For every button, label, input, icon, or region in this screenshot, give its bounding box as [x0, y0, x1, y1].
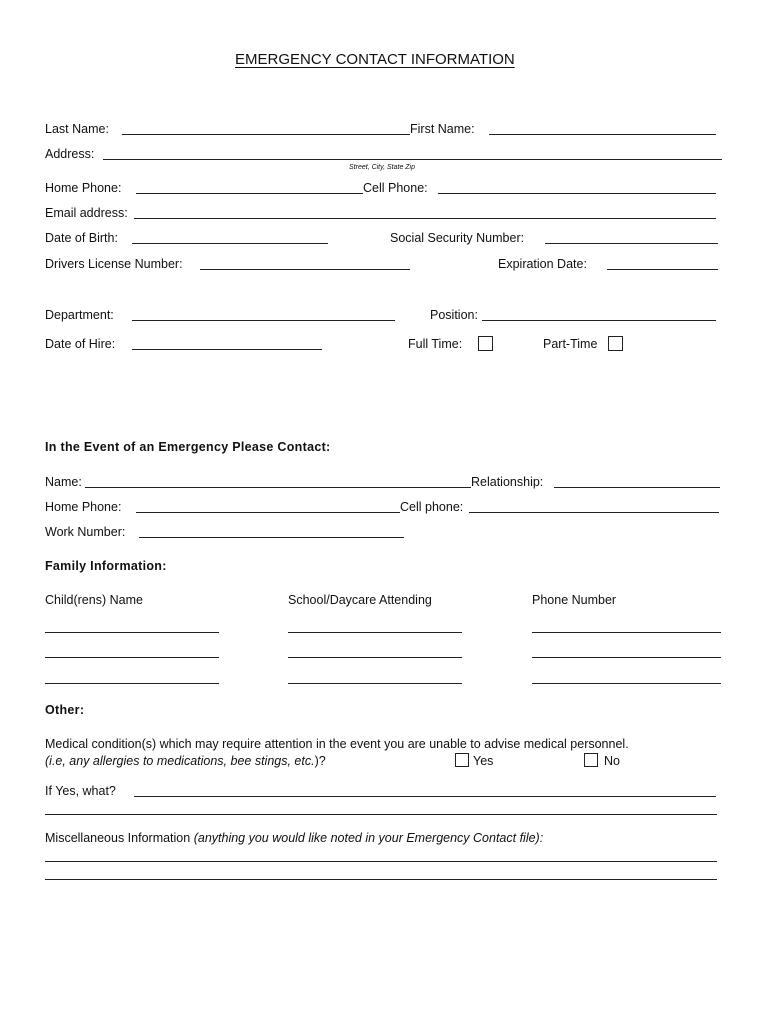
emergency-home-phone-field[interactable] [136, 512, 400, 513]
phone-field-1[interactable] [532, 632, 721, 633]
misc-field-line-2[interactable] [45, 879, 717, 880]
phone-field-3[interactable] [532, 683, 721, 684]
hire-date-label: Date of Hire: [45, 337, 116, 351]
cell-phone-field[interactable] [438, 193, 716, 194]
if-yes-field-line-2[interactable] [45, 814, 717, 815]
full-time-label: Full Time: [408, 337, 463, 351]
dob-label: Date of Birth: [45, 231, 118, 245]
medical-example-suffix: )? [314, 754, 326, 768]
dob-field[interactable] [132, 243, 328, 244]
part-time-label: Part-Time [543, 337, 598, 351]
address-hint: Street, City, State Zip [349, 164, 416, 171]
hire-date-field[interactable] [132, 349, 322, 350]
family-column-child-name: Child(rens) Name [45, 593, 143, 607]
home-phone-field[interactable] [136, 193, 363, 194]
school-field-3[interactable] [288, 683, 462, 684]
if-yes-label: If Yes, what? [45, 784, 116, 798]
email-field[interactable] [134, 218, 716, 219]
license-field[interactable] [200, 269, 410, 270]
department-label: Department: [45, 308, 114, 322]
other-heading: Other: [45, 703, 85, 717]
medical-question: Medical condition(s) which may require attention in the event you are unable to advise medical personnel. [45, 737, 629, 751]
department-field[interactable] [132, 320, 395, 321]
part-time-checkbox[interactable] [608, 336, 623, 351]
address-field[interactable] [103, 159, 722, 160]
home-phone-label: Home Phone: [45, 181, 122, 195]
family-heading: Family Information: [45, 559, 167, 573]
first-name-field[interactable] [489, 134, 716, 135]
emergency-cell-phone-field[interactable] [469, 512, 719, 513]
relationship-field[interactable] [554, 487, 720, 488]
family-column-phone: Phone Number [532, 593, 617, 607]
misc-note: (anything you would like noted in your Emergency Contact file): [193, 831, 544, 845]
medical-example-line [45, 755, 326, 768]
last-name-label: Last Name: [45, 122, 109, 136]
position-label: Position: [430, 308, 478, 322]
child-name-field-1[interactable] [45, 632, 219, 633]
full-time-checkbox[interactable] [478, 336, 493, 351]
if-yes-field[interactable] [134, 796, 716, 797]
page-title: EMERGENCY CONTACT INFORMATION [235, 51, 515, 68]
family-column-school: School/Daycare Attending [288, 593, 432, 607]
emergency-home-phone-label: Home Phone: [45, 500, 122, 514]
license-label: Drivers License Number: [45, 257, 183, 271]
emergency-name-label: Name: [45, 475, 82, 489]
misc-label: Miscellaneous Information [45, 831, 191, 845]
emergency-cell-phone-label: Cell phone: [400, 500, 464, 514]
relationship-label: Relationship: [471, 475, 544, 489]
medical-no-label: No [604, 754, 620, 768]
child-name-field-2[interactable] [45, 657, 219, 658]
work-number-field[interactable] [139, 537, 404, 538]
medical-yes-label: Yes [473, 754, 494, 768]
email-label: Email address: [45, 206, 128, 220]
misc-line [45, 832, 543, 845]
last-name-field[interactable] [122, 134, 410, 135]
expiration-field[interactable] [607, 269, 718, 270]
medical-example: (i.e, any allergies to medications, bee stings, etc. [45, 754, 315, 768]
school-field-2[interactable] [288, 657, 462, 658]
position-field[interactable] [482, 320, 716, 321]
medical-yes-checkbox[interactable] [455, 753, 469, 767]
ssn-label: Social Security Number: [390, 231, 525, 245]
medical-no-checkbox[interactable] [584, 753, 598, 767]
ssn-field[interactable] [545, 243, 718, 244]
cell-phone-label: Cell Phone: [363, 181, 428, 195]
school-field-1[interactable] [288, 632, 462, 633]
emergency-name-field[interactable] [85, 487, 471, 488]
address-label: Address: [45, 147, 95, 161]
emergency-heading: In the Event of an Emergency Please Contact: [45, 440, 331, 454]
expiration-label: Expiration Date: [498, 257, 587, 271]
work-number-label: Work Number: [45, 525, 126, 539]
child-name-field-3[interactable] [45, 683, 219, 684]
phone-field-2[interactable] [532, 657, 721, 658]
misc-field-line-1[interactable] [45, 861, 717, 862]
first-name-label: First Name: [410, 122, 475, 136]
